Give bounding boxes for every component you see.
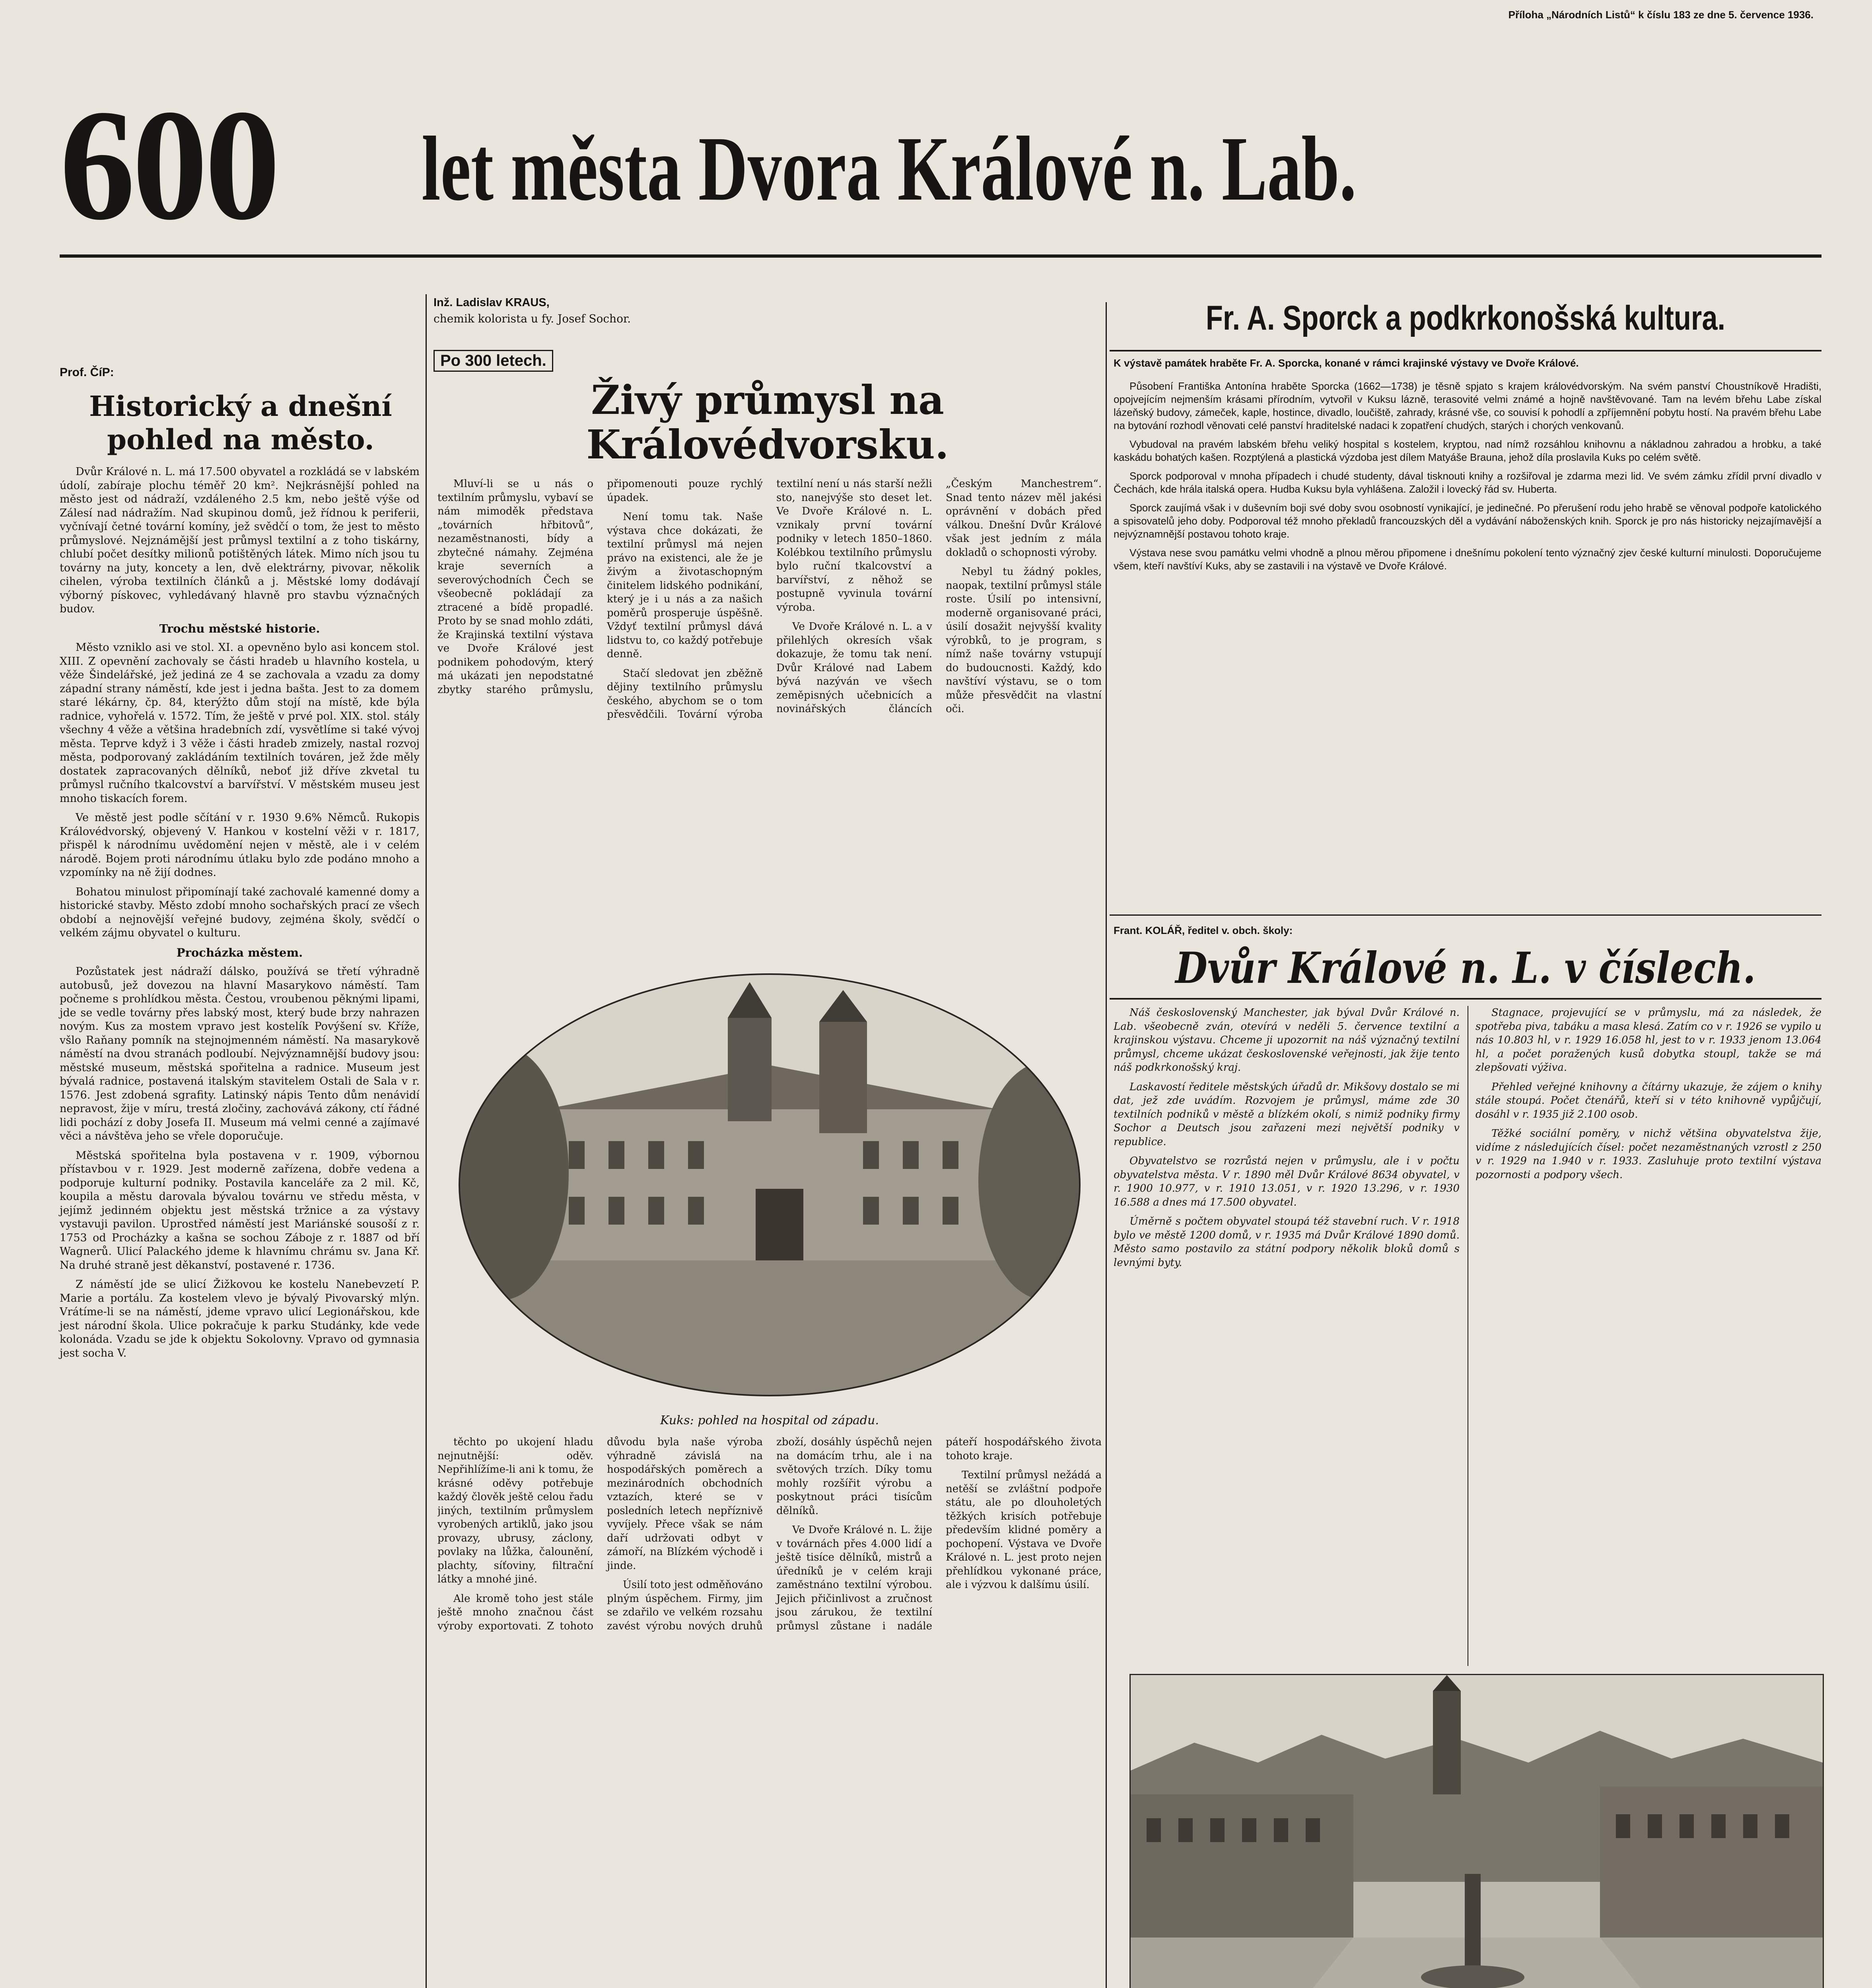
article4-paragraph: Úměrně s počtem obyvatel stoupá též stavební ruch. V r. 1918 bylo ve městě 1200 domů, v r. 1935 má Dvůr Králové 1890 domů. Město samo postavilo za státní podpory několik bloků domů s levnými byty.	[1114, 1215, 1460, 1269]
article4-body-right	[1475, 1006, 1821, 1666]
article2-paragraph: Textilní průmysl nežádá a netěší se zvláštní podpoře státu, ale po dlouholetých těžkých krisích potřebuje především klidné poměry a pochopení. Výstava ve Dvoře Králové n. L. jest proto nejen přehlídkou vykonané práce, ale i výzvou k dalšímu úsilí.	[946, 1469, 1102, 1591]
article4-author: Frant. KOLÁŘ, ředitel v. obch. školy:	[1114, 924, 1293, 936]
article2-author: Inž. Ladislav KRAUS,	[433, 296, 550, 309]
photo1-caption: Kuks: pohled na hospital od západu.	[660, 1413, 879, 1427]
article3-paragraph: Působení Františka Antonína hraběte Sporcka (1662—1738) je těsně spjato s krajem královédvorským. Na svém panství Choustníkově Hradišti, opojvejícím nejmenším krásami přírodním, vytvořil v Kuksu lázně, terasovité velmi známé a hojně navštěvované. Tam na levém břehu Labe získal lázeňský budovy, zámeček, kaple, hostince, divadlo, loučiště, zahrady, krásné vše, co souvisí k pohodlí a zpříjemnění pobytu hostí. Na pravém břehu Labe na bytování rozhodl věnovati celé panství hraditelské nadaci k zopatření chudých, starých i chorých venkovanů.	[1114, 380, 1821, 431]
article2-paragraph: Nebyl tu žádný pokles, naopak, textilní průmysl stále roste. Úsilí po intensivní, moderně organisované práci, úsilí dosažit nejvyšší kvality výrobků, to je program, s nímž naše továrny vstupují do budoucnosti. Každý, kdo navštíví výstavu, se o tom může přesvědčit na vlastní oči.	[946, 566, 1102, 715]
supplement-note: Příloha „Národních Listů“ k číslu 183 ze dne 5. července 1936.	[1508, 9, 1814, 21]
article1-paragraph: Ve městě jest podle sčítání v r. 1930 9.6% Němců. Rukopis Královédvorský, objevený V. Hankou v kostelní věži v r. 1817, přispěl k národnímu uvědomění nejen v městě, ale i v celém národě. Bojem proti národnímu útlaku bylo zde podáno mnoho a vzpomínky na ně žijí dodnes.	[60, 812, 420, 879]
column-rule-1	[426, 294, 427, 1988]
article1-paragraph: Pozůstatek jest nádraží dálsko, používá se třetí výhradně autobusů, jež dovezou na hlavní Masarykovo náměstí. Tam počneme s prohlídkou města. Čestou, vroubenou pěknými lipami, jde se vedle továrny přes labský most, který bude brzy nahrazen novým. Kus za mostem vpravo jest kostelík Povýšení sv. Kříže, všlo Raňany pomník na stejnojmenném náměstí. Na masarykově náměstí na dvou stranách podloubí. Nejvýznamnější budovy jsou: městské museum, městská spořitelna a radnice. Museum jest bývalá radnice, postavená italským stavitelem Ostali de Sala v r. 1576. Jest zdobená sgrafity. Latinský nápis Tento dům nenávidí nepravost, žije v míru, trestá zločiny, zachovává zákony, ctí řádné lidi pochází z doby Josefa II. Museum má velmi cenné a zajímavé věci a návštěva jeho se vřele doporučuje.	[60, 965, 420, 1142]
article1-paragraph: Městská spořitelna byla postavena v r. 1909, výbornou přístavbou v r. 1929. Jest moderně zařízena, dobře vedena a podporuje kulturní podniky. Postavila kanceláře za 2 mil. Kč, koupila a městu darovala bývalou továrnu ve středu města, v jejímž jedinném objektu jest městská tržnice a za výstavy vystavuji pavilon. Uprostřed náměstí jest Mariánské sousoší z r. 1753 od Procházky a kašna se sochou Záboje z r. 1887 od bří Wagnerů. Ulicí Palackého jdeme k hlavnímu chrámu sv. Jana Kř. Na druhé straně jest děkanství, postavené r. 1736.	[60, 1149, 420, 1272]
article1-subheading: Trochu městské historie.	[159, 621, 320, 635]
article2-paragraph: těchto po ukojení hladu nejnutnější: oděv. Nepřihlížíme-li ani k tomu, že krásné oděvy potřebuje každý člověk ještě celou řadu jiných, textilním průmyslem vyrobených artiklů, jako jsou provazy, ubrusy, záclony, povlaky na lůžka, čalounění, plachty, síťoviny, filtrační látky a mnohé jiné.	[437, 1436, 593, 1585]
article4-paragraph: Obyvatelstvo se rozrůstá nejen v průmyslu, ale i v počtu obyvatelstva města. V r. 1890 měl Dvůr Králové 8634 obyvatel, v r. 1900 10.977, v r. 1910 13.051, v r. 1920 13.296, v r. 1930 16.588 a dnes má 17.500 obyvatel.	[1114, 1155, 1460, 1208]
masthead-number: 600	[60, 77, 278, 253]
article2-paragraph: Není tomu tak. Naše výstava chce dokázati, že textilní průmysl má nejen právo na existenci, ale že je živým a životaschopným činitelem lidského podnikání, který je i u nás a za našich poměrů prosperuje úspěšně. Vždyť textilní průmysl dává lidstvu to, co každý potřebuje denně.	[607, 511, 763, 660]
masthead-title: let města Dvora Králové n. Lab.	[422, 118, 1357, 220]
article3-paragraph: Vybudoval na pravém labském břehu veliký hospital s kostelem, kryptou, nad nímž rozsáhlou knihovnu a nákladnou zahradou a hrobku, a také kaskádu bohatých kašen. Rozptýlená a plastická výzdoba jest dílem Matyáše Brauna, jehož díla proslavila Kuks po celém světě.	[1114, 438, 1821, 463]
article3-paragraph: Výstava nese svou památku velmi vhodně a plnou měrou připomene i dnešnímu pokolení tento význačný zjev české kulturní minulosti. Doporučujeme všem, kteří navštíví Kuks, aby se zastavili i na výstavě ve Dvoře Králové.	[1114, 547, 1821, 572]
article1-paragraph: Dvůr Králové n. L. má 17.500 obyvatel a rozkládá se v labském údolí, zabíraje plochu téměř 20 km². Nejkrásnější pohled na město jest od nádraží, vzdáleného 2.5 km, nebo ještě výše od Zálesí nad nádražím. Nad skupinou domů, jež řídnou k periferii, vyčnívají četné tovární komíny, jež svědčí o tom, že jest to město průmyslové. Nejznámější jest průmysl textilní a z toho tiskárny, chlubí počet desítky milionů potištěných látek. Mimo ních jsou tu továrny na juty, koncety a len, dvě elektrárny, pivovar, několik cihelen, výroba textilních článků a j. Městské lomy dodávají výborný pískovec, vyhledávaný hlavně pro stavbu význačných budov.	[60, 466, 420, 615]
article2-paragraph: Úsilí toto jest odměňováno plným úspěchem. Firmy, jim se zdařilo ve velkém rozsahu zavést výrobu nových druhů zboží, dosáhly úspěchů nejen na domácím trhu, ale i na světových trzích. Díky tomu mohly rozšířit výrobu a poskytnout práci tisícům dělníků.	[607, 1436, 932, 1632]
article1-paragraph: Bohatou minulost připomínají také zachovalé kamenné domy a historické stavby. Město zdobí mnoho sochařských prací ze všech období a nejnovější veřejné budovy, zejména školy, svědčí o velkém zájmu obyvatel o kulturu.	[60, 885, 420, 939]
article3-paragraph: Sporck zaujímá však i v duševním boji své doby svou osobností vynikající, je jedinečné. Po přerušení rodu jeho hrabě se věnoval podpoře katolického a spisovatelů jeho doby. Podporoval též mnoho překladů francouzských děl a vydávání náboženských knih. Sporck je pro nás historicky nejzajímavější a nejvýznamnější postavou tohoto kraje.	[1114, 502, 1821, 540]
kuks-hospital-illustration	[441, 966, 1098, 1404]
article3-title: Fr. A. Sporck a podkrkonošská kultura.	[1205, 299, 1726, 337]
column-rule-2	[1106, 302, 1107, 1988]
article3-rule	[1110, 350, 1821, 351]
article2-paragraph: Stačí sledovat jen zběžně dějiny textilního průmyslu českého, abychom se o tom přesvědčili. Tovární výroba textilní není u nás starší nežli sto, nanejvýše sto deset let. Ve Dvoře Králové n. L. vznikaly první tovární podniky v letech 1850–1860. Kolébkou textilního průmyslu bylo ruční tkalcovství a barvířství, z něhož se postupně vyvinula tovární výroba.	[607, 478, 932, 720]
article3-body	[1114, 380, 1821, 861]
article1-title: Historický a dnešní pohled na město.	[89, 390, 392, 456]
article4-paragraph: Stagnace, projevující se v průmyslu, má za následek, že spotřeba piva, tabáku a masa klesá. Zatím co v r. 1926 se vypilo u nás 10.803 hl, v r. 1929 16.058 hl, jest to v r. 1933 jenom 13.064 hl, a počet poražených kusů dobytka stoupl, takže se má zlepšovati výživa.	[1475, 1007, 1821, 1074]
town-square-illustration	[1131, 1675, 1823, 1988]
article2-kicker: Po 300 letech.	[433, 350, 553, 372]
article4-paragraph: Laskavostí ředitele městských úřadů dr. Mikšovy dostalo se mi dat, jež zde uvádím. Rozvojem je průmysl, máme zde 30 textilních podniků v městě a blízkém okolí, s nimiž podniky firmy Sochor a Deutsch jsou zařazeni mezi největší podniky v republice.	[1114, 1081, 1460, 1148]
article3-bottom-rule	[1110, 914, 1821, 916]
article1-paragraph: Z náměstí jde se ulicí Žižkovou ke kostelu Nanebevzetí P. Marie a portálu. Za kostelem vlevo je bývalý Pivovarský mlýn. Vrátíme-li se na náměstí, jdeme vpravo ulicí Legionářskou, kde jest národní škola. Ulice pokračuje k parku Studánky, kde vede kolonáda. Vzadu se jde k objektu Sokolovny. Vpravo od gymnasia jest socha V.	[60, 1278, 420, 1359]
article2-body-upper	[437, 477, 1102, 970]
article4-paragraph: Těžké sociální poměry, v nichž většina obyvatelstva žije, vidíme z následujících čísel: počet nezaměstnaných vzrostl z 250 v r. 1929 na 1.940 v r. 1933. Zasluhuje proto textilní výstava pozornosti a podpory všech.	[1475, 1128, 1821, 1181]
article2-title: Živý průmysl na Královédvorsku.	[586, 377, 949, 468]
article2-body-lower	[437, 1435, 1102, 1988]
town-square-photo	[1129, 1674, 1824, 1988]
article1-body	[60, 465, 420, 1366]
article4-title: Dvůr Králové n. L. v číslech.	[1175, 943, 1756, 993]
masthead-rule	[60, 254, 1821, 258]
article1-paragraph: Město vzniklo asi ve stol. XI. a opevněno bylo asi koncem stol. XIII. Z opevnění zachovaly se části hradeb u hlavního kostela, u věže Šindelářské, jež jediná ze 4 se zachovala a vzadu za domy západní strany náměstí, kde jest i jedna bašta. Jest to za domem staré lékárny, čp. 84, kterýžto dům stojí na místě, kde býla radnice, vyhořelá v. 1572. Tím, že ještě v prvé pol. XIX. stol. stály všechny 4 věže a většina hradebních zdí, vysvětlíme si také vývoj města. Teprve když i 3 věže i části hradeb zmizely, nastal rozvoj města, podporovaný zakládáním textilních továren, jež žde měly dostatek zapracovaných dělníků, neboť již dříve zkvetal tu průmysl ručního tkalcovství a barvířství. V městském museu jest mnoho tiskacích forem.	[60, 641, 420, 805]
article4-paragraph: Přehled veřejné knihovny a čítárny ukazuje, že zájem o knihy stále stoupá. Počet čtenářů, kteří si v této knihovně vypůjčují, dosáhl v r. 1935 již 2.100 osob.	[1475, 1081, 1821, 1120]
article2-author-role: chemik kolorista u fy. Josef Sochor.	[433, 312, 631, 325]
article2-paragraph: Mluví-li se u nás o textilním průmyslu, vybaví se nám mimoděk představa „továrních hřbitovů“, nezaměstnanosti, bídy a zbytečné námahy. Zejména kraje severních a severovýchodních Čech se všeobecně pokládají za ztracené a bídě propadlé. Proto by se snad mohlo zdáti, že Krajinská textilní výstava ve Dvoře Králové jest podnikem pohodovým, který má ukázati jen nepodstatné zbytky starého průmyslu, připomenouti pouze rychlý úpadek.	[437, 478, 763, 696]
article2-paragraph: Ve Dvoře Králové n. L. a v přilehlých okresích však dokazuje, že tomu tak není. Dvůr Králové nad Labem bývá nazýván ve všech zeměpisných učebnicích a novinářských článcích „Českým Manchestrem“. Snad tento název měl jakési oprávnění v dobách před válkou. Dnešní Dvůr Králové však jest jedním z mála dokladů o schopnosti výroby.	[776, 478, 1102, 715]
kuks-hospital-photo	[441, 966, 1098, 1404]
article4-body-left	[1114, 1006, 1460, 1666]
article4-paragraph: Náš československý Manchester, jak býval Dvůr Králové n. Lab. všeobecně zván, otevírá v neděli 5. července textilní a krajinskou výstavu. Chceme ji upozornit na náš význačný textilní průmysl, chceme ukázat československé veřejnosti, jak žije tento náš podkrkonošský kraj.	[1114, 1007, 1460, 1074]
article1-subheading: Procházka městem.	[176, 945, 303, 959]
article3-paragraph: Sporck podporoval v mnoha případech i chudé studenty, dával tisknouti knihy a rozšiřoval je zdarma mezi lid. Ve svém zámku zřídil první divadlo v Čechách, kde hrála italská opera. Hudba Kuksu byla vyhlášena. Založil i lovecký řád sv. Huberta.	[1114, 470, 1821, 495]
article2-paragraph: Ale kromě toho jest stále ještě mnoho značnou část výroby exportovati. Z tohoto důvodu byla naše výroba výhradně závislá na hospodářských poměrech a mezinárodních obchodních vztazích, které se v posledních letech nepříznivě vyvíjely. Přece však se nám daří udržovati odbyt v zámoří, na Blízkém východě i jinde.	[437, 1436, 763, 1632]
article3-lead: K výstavě památek hraběte Fr. A. Sporcka, konané v rámci krajinské výstavy ve Dvoře Králové.	[1114, 357, 1579, 369]
article4-rule	[1110, 998, 1821, 1000]
article2-paragraph: Ve Dvoře Králové n. L. žije v továrnách přes 4.000 lidí a ještě tisíce dělníků, mistrů a úředníků je v celém kraji zaměstnáno textilní výrobou. Jejich přičinlivost a zručnost jsou zárukou, že textilní průmysl zůstane i nadále páteří hospodářského života tohoto kraje.	[776, 1436, 1102, 1632]
article1-author: Prof. ČíP:	[60, 366, 114, 379]
